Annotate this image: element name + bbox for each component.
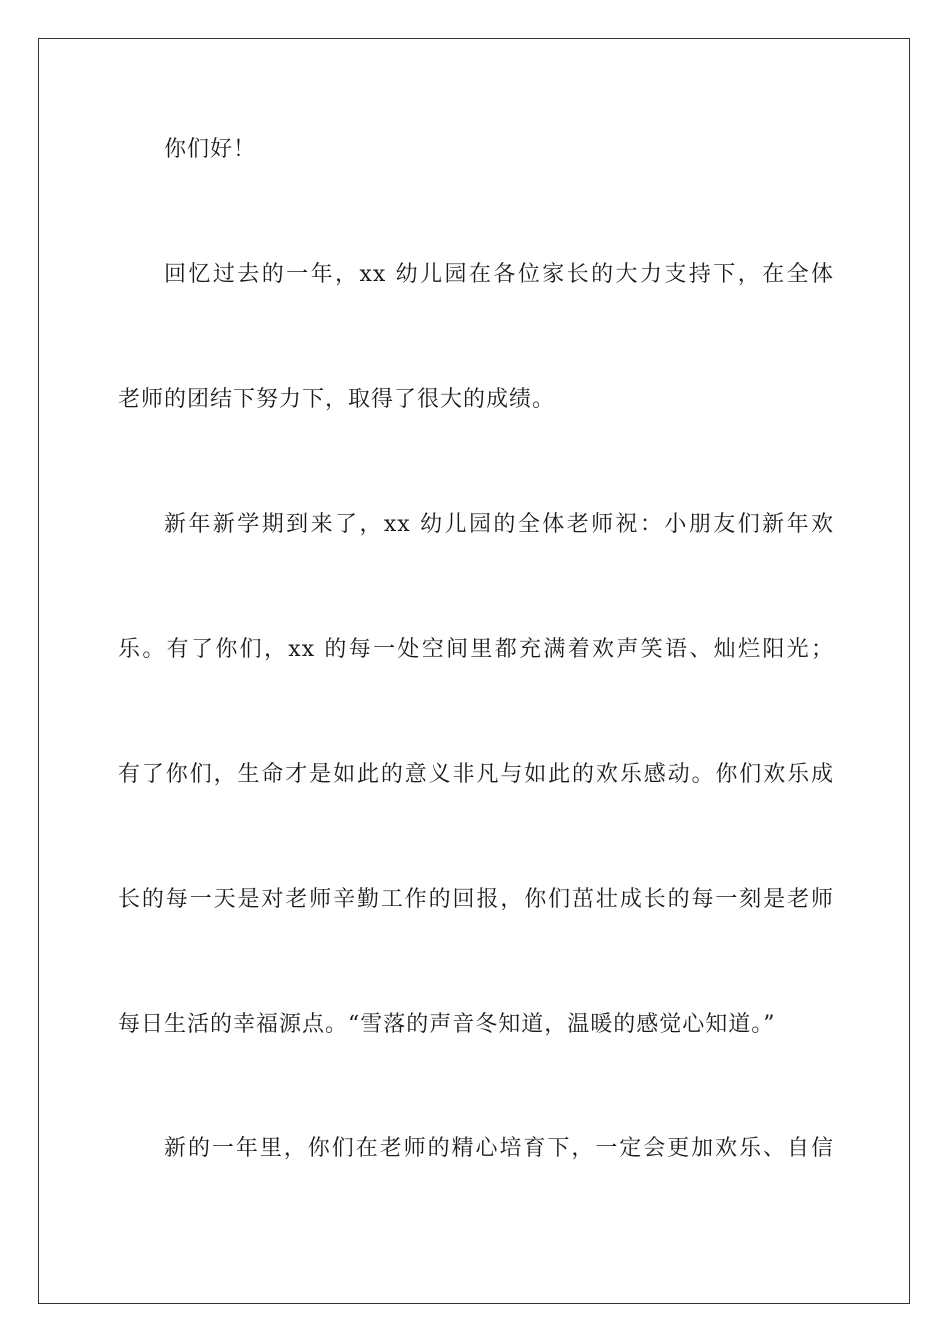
paragraph-2-line-1: 新年新学期到来了，xx 幼儿园的全体老师祝：小朋友们新年欢 (164, 512, 834, 537)
paragraph-1-line-1: 回忆过去的一年，xx 幼儿园在各位家长的大力支持下，在全体 (164, 262, 834, 287)
page-border (38, 38, 910, 1304)
paragraph-2-line-3: 有了你们，生命才是如此的意义非凡与如此的欢乐感动。你们欢乐成 (118, 762, 834, 787)
paragraph-2-line-4: 长的每一天是对老师辛勤工作的回报，你们茁壮成长的每一刻是老师 (118, 887, 834, 912)
paragraph-1-line-2: 老师的团结下努力下，取得了很大的成绩。 (118, 387, 556, 412)
paragraph-2-line-5: 每日生活的幸福源点。“雪落的声音冬知道，温暖的感觉心知道。” (118, 1012, 776, 1037)
paragraph-2-line-2: 乐。有了你们，xx 的每一处空间里都充满着欢声笑语、灿烂阳光； (118, 637, 834, 662)
paragraph-3-line-1: 新的一年里，你们在老师的精心培育下，一定会更加欢乐、自信 (164, 1136, 834, 1161)
greeting-line: 你们好！ (164, 137, 257, 162)
